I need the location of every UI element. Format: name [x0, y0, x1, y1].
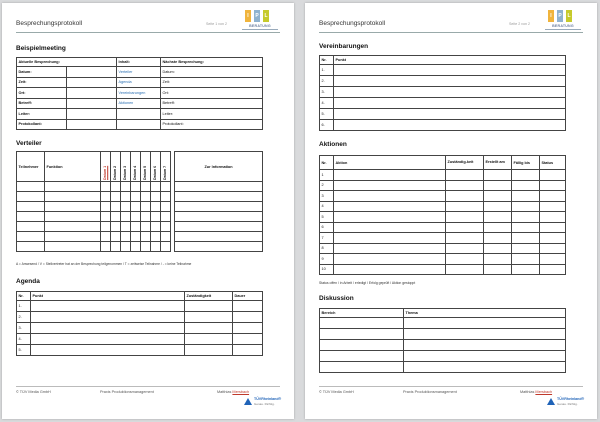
meeting-cell: Zeit:	[161, 77, 263, 88]
agenda-row-nr: 5.	[17, 345, 31, 356]
meeting-cell: Protokollant:	[17, 119, 67, 130]
vereinbarungen-row-nr: 2.	[320, 76, 334, 87]
tuv-triangle-icon	[547, 398, 555, 405]
meeting-cell: Datum:	[161, 67, 263, 78]
header-page-number: Seite 2 von 2	[509, 22, 530, 26]
tuv-triangle-icon	[244, 398, 252, 405]
verteiler-title: Verteiler	[16, 140, 42, 147]
footer-author: Matthias Mersbach	[217, 390, 250, 394]
aktionen-header-nr: Nr.	[320, 156, 334, 170]
meeting-title: Beispielmeeting	[16, 45, 66, 52]
meeting-cell: Leiter:	[161, 109, 263, 120]
meeting-cell: Betreff:	[161, 98, 263, 109]
agenda-table	[16, 291, 263, 356]
verteiler-header-date: Datum 1	[101, 152, 111, 182]
aktionen-row-nr: 5	[320, 212, 334, 223]
company-logo	[242, 10, 278, 32]
document-page-1	[2, 3, 294, 419]
logo-text: BERATUNG	[249, 24, 271, 28]
footer-author: Matthias Mersbach	[520, 390, 553, 394]
diskussion-header-bereich: Bereich	[320, 309, 404, 318]
vereinbarungen-row-nr: 5.	[320, 109, 334, 120]
agenda-row-nr: 2.	[17, 312, 31, 323]
tuv-logo: TÜVRheinland® Genau. Richtig.	[547, 396, 591, 412]
aktionen-status-legend: Status offen / in Arbeit / erledigt / Erfolg geprüft / Aktion gestoppt	[319, 281, 416, 285]
meeting-header-content: Inhalt:	[117, 58, 161, 67]
verteiler-header-date: Datum 7	[161, 152, 171, 182]
aktionen-table	[319, 155, 566, 275]
aktionen-row-nr: 10	[320, 264, 334, 275]
aktionen-row-nr: 3	[320, 191, 334, 202]
vereinbarungen-row-nr: 1.	[320, 65, 334, 76]
meeting-link[interactable]: Aktionen	[117, 98, 161, 109]
verteiler-header-name: Teilnehmer	[17, 152, 45, 182]
footer-copyright: © TÜV Media GmbH	[319, 390, 354, 394]
logo-letter-p: P	[557, 10, 563, 22]
meeting-cell[interactable]	[67, 119, 117, 130]
header-title: Besprechungsprotokoll	[16, 20, 83, 27]
aktionen-row-nr: 1	[320, 170, 334, 181]
meeting-cell[interactable]	[67, 88, 117, 99]
agenda-header-punkt: Punkt	[31, 292, 185, 301]
header-page-number: Seite 1 von 2	[206, 22, 227, 26]
meeting-cell: Zeit:	[17, 77, 67, 88]
diskussion-header-thema: Thema	[404, 309, 566, 318]
header-title: Besprechungsprotokoll	[319, 20, 386, 27]
company-logo	[545, 10, 581, 32]
diskussion-table	[319, 308, 566, 373]
footer-book: Praxis Produktionsmanagement	[100, 390, 154, 394]
meeting-cell: Protokollant:	[161, 119, 263, 130]
meeting-cell	[117, 119, 161, 130]
document-page-2	[305, 3, 597, 419]
verteiler-header-function: Funktion	[45, 152, 101, 182]
aktionen-title: Aktionen	[319, 141, 347, 148]
meeting-cell[interactable]	[67, 98, 117, 109]
logo-letter-p: P	[254, 10, 260, 22]
logo-letter-i: I	[548, 10, 554, 22]
aktionen-header-erstellt: Erstellt am	[484, 156, 512, 170]
aktionen-row-nr: 4	[320, 201, 334, 212]
verteiler-legend: A = Anwesend / V = Stellvertreter hat an der Besprechung teilgenommen / T = zeitweise Teilnahme / - = keine Teilnahme	[16, 262, 192, 266]
agenda-header-nr: Nr.	[17, 292, 31, 301]
vereinbarungen-row-nr: 6.	[320, 120, 334, 131]
vereinbarungen-row-nr: 3.	[320, 87, 334, 98]
aktionen-header-zust: Zuständig-keit	[446, 156, 484, 170]
meeting-cell: Datum:	[17, 67, 67, 78]
footer-copyright: © TÜV Media GmbH	[16, 390, 51, 394]
agenda-header-dauer: Dauer	[233, 292, 263, 301]
agenda-row-nr: 3.	[17, 323, 31, 334]
meeting-cell: Betreff:	[17, 98, 67, 109]
vereinbarungen-table	[319, 55, 566, 131]
logo-letter-l: L	[263, 10, 269, 22]
verteiler-header-date: Datum 2	[111, 152, 121, 182]
diskussion-title: Diskussion	[319, 295, 354, 302]
aktionen-row-nr: 6	[320, 222, 334, 233]
vereinbarungen-header-nr: Nr.	[320, 56, 334, 65]
aktionen-row-nr: 2	[320, 180, 334, 191]
aktionen-header-status: Status	[540, 156, 566, 170]
aktionen-row-nr: 8	[320, 243, 334, 254]
meeting-cell: Leiter:	[17, 109, 67, 120]
verteiler-header-date: Datum 6	[151, 152, 161, 182]
meeting-table	[16, 57, 263, 130]
logo-letter-l: L	[566, 10, 572, 22]
meeting-cell[interactable]	[67, 109, 117, 120]
meeting-header-next: Nächste Besprechung:	[161, 58, 263, 67]
verteiler-table	[16, 151, 263, 252]
vereinbarungen-row-nr: 4.	[320, 98, 334, 109]
aktionen-row-nr: 9	[320, 254, 334, 265]
meeting-link[interactable]: Agenda	[117, 77, 161, 88]
meeting-cell: Ort:	[161, 88, 263, 99]
aktionen-header-faellig: Fällig bis	[512, 156, 540, 170]
meeting-cell: Ort:	[17, 88, 67, 99]
meeting-cell[interactable]	[67, 67, 117, 78]
meeting-cell[interactable]	[67, 77, 117, 88]
meeting-link[interactable]: Vereinbarungen	[117, 88, 161, 99]
meeting-header-current: Aktuelle Besprechung:	[17, 58, 117, 67]
verteiler-header-date: Datum 3	[121, 152, 131, 182]
meeting-cell	[117, 109, 161, 120]
vereinbarungen-title: Vereinbarungen	[319, 43, 369, 50]
agenda-row-nr: 4.	[17, 334, 31, 345]
verteiler-header-date: Datum 5	[141, 152, 151, 182]
verteiler-header-date: Datum 4	[131, 152, 141, 182]
aktionen-header-aktion: Aktion	[334, 156, 446, 170]
vereinbarungen-header-punkt: Punkt	[334, 56, 566, 65]
logo-letter-i: I	[245, 10, 251, 22]
verteiler-header-info: Zur Information	[175, 152, 263, 182]
agenda-row-nr: 1.	[17, 301, 31, 312]
agenda-header-zust: Zuständigkeit	[185, 292, 233, 301]
agenda-title: Agenda	[16, 278, 40, 285]
tuv-logo: TÜVRheinland® Genau. Richtig.	[244, 396, 288, 412]
logo-text: BERATUNG	[552, 24, 574, 28]
meeting-link[interactable]: Verteiler	[117, 67, 161, 78]
aktionen-row-nr: 7	[320, 233, 334, 244]
footer-book: Praxis Produktionsmanagement	[403, 390, 457, 394]
